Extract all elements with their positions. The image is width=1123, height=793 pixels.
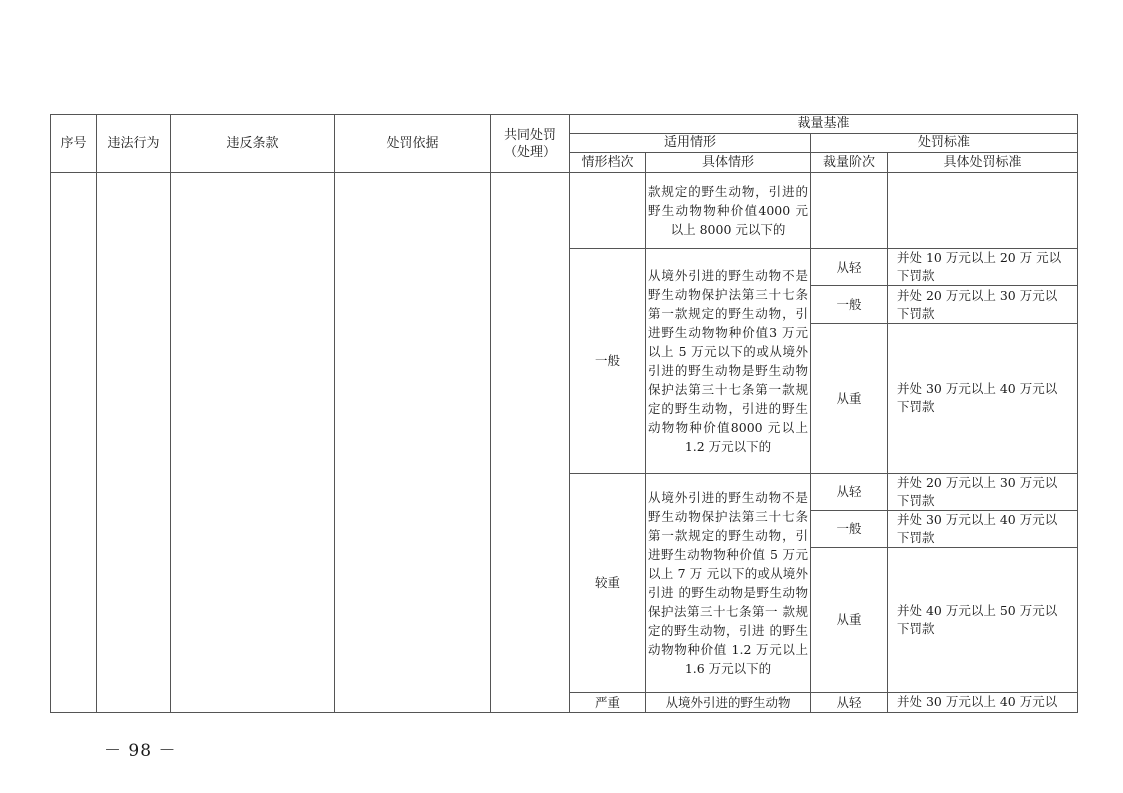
cell-detail-penalty: 并处 40 万元以上 50 万元以 下罚款 <box>888 547 1078 692</box>
header-detail-penalty: 具体处罚标准 <box>888 153 1078 173</box>
cell-situation-general: 从境外引进的野生动物不是野生动物保护法第三十七条第一款规定的野生动物，引进野生动物物种价值3 万元以上 5 万元以下的或从境外引进的野生动物是野生动物保护法第三十七条第一款规定的野生动物，引进的野生动物物种价值8000 元以上 1.2 万元以下的 <box>646 249 811 473</box>
cell-detail-penalty: 并处 20 万元以上 30 万元以 下罚款 <box>888 473 1078 510</box>
header-basis: 处罚依据 <box>335 115 491 173</box>
cell-level <box>570 173 646 249</box>
cell-clause <box>171 173 335 713</box>
cell-stage: 从轻 <box>811 249 888 286</box>
cell-level-general: 一般 <box>570 249 646 473</box>
cell-seq <box>51 173 97 713</box>
cell-detail-penalty: 并处 30 万元以上 40 万元以 下罚款 <box>888 324 1078 473</box>
cell-detail-penalty: 并处 30 万元以上 40 万元以 下罚款 <box>888 510 1078 547</box>
header-level: 情形档次 <box>570 153 646 173</box>
header-situation: 具体情形 <box>646 153 811 173</box>
header-joint-penalty: 共同处罚 （处理） <box>491 115 570 173</box>
cell-stage: 一般 <box>811 286 888 324</box>
cell-detail-penalty: 并处 30 万元以上 40 万元以 <box>888 692 1078 712</box>
header-penalty-standard: 处罚标准 <box>811 134 1078 153</box>
cell-stage: 从轻 <box>811 473 888 510</box>
table-row <box>51 173 1078 249</box>
header-act: 违法行为 <box>97 115 171 173</box>
cell-level-heavier: 较重 <box>570 473 646 692</box>
discretion-standard-table <box>50 114 1078 713</box>
header-seq: 序号 <box>51 115 97 173</box>
cell-detail-penalty: 并处 20 万元以上 30 万元以 下罚款 <box>888 286 1078 324</box>
cell-joint-penalty <box>491 173 570 713</box>
cell-basis <box>335 173 491 713</box>
cell-act <box>97 173 171 713</box>
cell-level-severe: 严重 <box>570 692 646 712</box>
header-clause: 违反条款 <box>171 115 335 173</box>
cell-stage <box>811 173 888 249</box>
page-number: － 98 － <box>104 741 177 761</box>
cell-detail-penalty: 并处 10 万元以上 20 万 元以下罚款 <box>888 249 1078 286</box>
cell-situation-heavier: 从境外引进的野生动物不是野生动物保护法第三十七条第一款规定的野生动物，引进野生动物物种价值 5 万元以上 7 万 元以下的或从境外引进 的野生动物是野生动物 保护法第三十七条第一 款规定的野生动物，引进 的野生动物物种价值 1.2 万元以上1.6 万元以下的 <box>646 473 811 692</box>
cell-situation-severe: 从境外引进的野生动物 <box>646 692 811 712</box>
header-stage: 裁量阶次 <box>811 153 888 173</box>
header-discretion: 裁量基准 <box>570 115 1078 134</box>
header-applicable: 适用情形 <box>570 134 811 153</box>
cell-stage: 从重 <box>811 324 888 473</box>
cell-detail-penalty <box>888 173 1078 249</box>
cell-stage: 一般 <box>811 510 888 547</box>
cell-stage: 从轻 <box>811 692 888 712</box>
cell-stage: 从重 <box>811 547 888 692</box>
cell-situation: 款规定的野生动物，引进的野生动物物种价值4000 元以上 8000 元以下的 <box>646 173 811 249</box>
